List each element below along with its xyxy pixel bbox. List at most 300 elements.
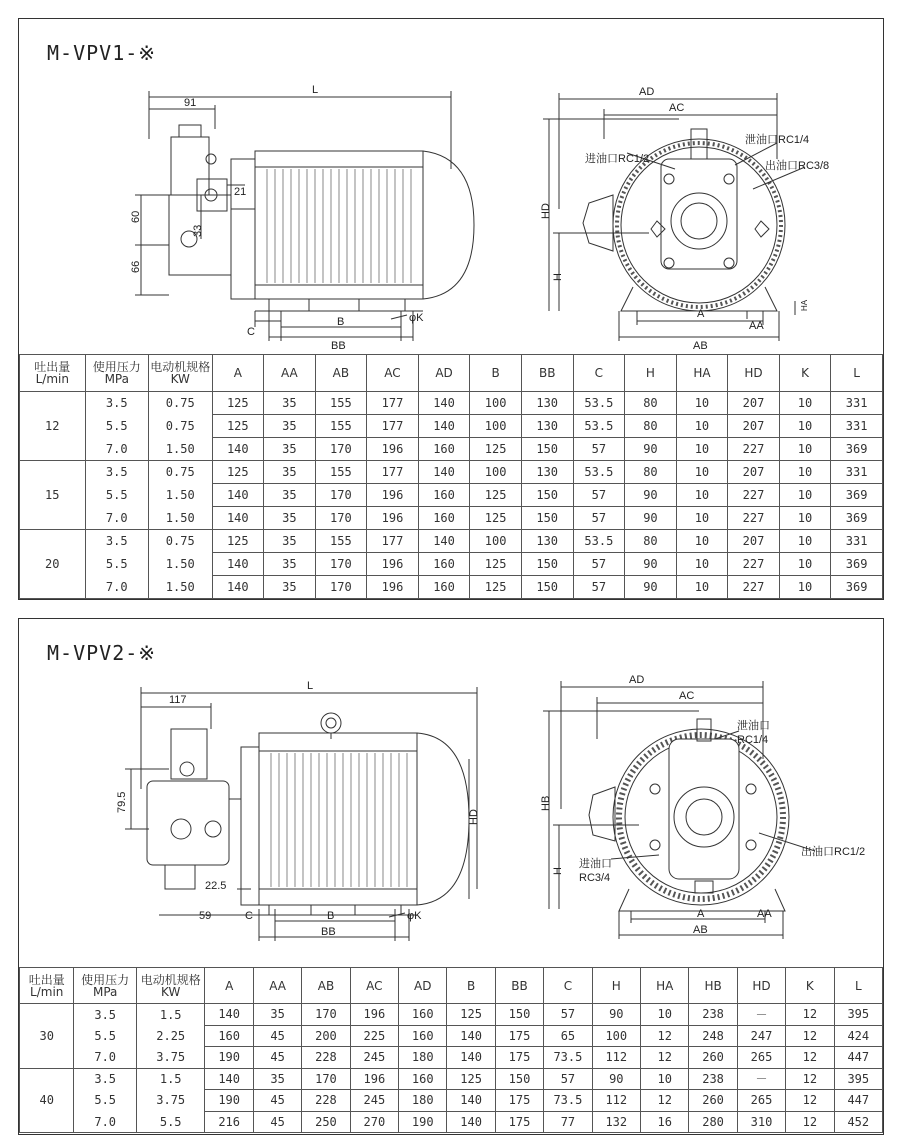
table-cell: 80 [625, 461, 676, 484]
table-cell: 260 [689, 1047, 737, 1069]
table-cell: 35 [264, 415, 316, 438]
table-cell: 125 [470, 484, 522, 507]
table-cell: 10 [779, 438, 830, 461]
table-cell: 160 [399, 1068, 447, 1090]
table-cell: 331 [831, 461, 883, 484]
table-cell: － [737, 1004, 785, 1026]
flow-rate-cell: 20 [20, 530, 86, 599]
table-cell: 3.5 [85, 392, 148, 415]
table-cell: 132 [592, 1111, 640, 1133]
table-cell: 155 [315, 392, 367, 415]
table-row [20, 392, 883, 415]
table-cell: 77 [544, 1111, 592, 1133]
table-cell: 265 [737, 1090, 785, 1112]
s2-dim-L: L [307, 680, 314, 692]
section1-header-col: A [212, 355, 264, 392]
table-cell: 112 [592, 1047, 640, 1069]
section2-side-view-drawing [19, 619, 499, 949]
table-row [20, 576, 883, 599]
table-cell: 227 [728, 438, 780, 461]
table-cell: 216 [205, 1111, 253, 1133]
s2-header-pressure [74, 968, 137, 1004]
section2-header-col: HD [737, 968, 785, 1004]
s1-header-motor [149, 355, 213, 392]
section2-header-col: A [205, 968, 253, 1004]
table-cell: 196 [367, 507, 419, 530]
table-cell: 57 [573, 553, 625, 576]
s1-header-flow-label: 吐出量 [34, 360, 71, 374]
section1-header-col: AA [264, 355, 316, 392]
table-cell: 35 [264, 507, 316, 530]
flow-rate-cell: 40 [20, 1068, 74, 1133]
table-cell: 196 [367, 553, 419, 576]
table-cell: 73.5 [544, 1090, 592, 1112]
s1-dim-91: 91 [184, 97, 197, 109]
table-cell: 90 [625, 484, 676, 507]
s1-dim-66: 66 [130, 260, 142, 273]
table-cell: 155 [315, 415, 367, 438]
table-cell: 130 [521, 415, 573, 438]
section1-header-col: AB [315, 355, 367, 392]
s1-dim-BB: BB [331, 340, 346, 352]
s1-header-pressure-unit: MPa [104, 372, 129, 386]
table-cell: 5.5 [74, 1025, 137, 1047]
section1-spec-table [19, 354, 883, 599]
table-cell: 190 [399, 1111, 447, 1133]
table-cell: 177 [367, 415, 419, 438]
table-cell: 57 [573, 507, 625, 530]
table-cell: 3.5 [74, 1004, 137, 1026]
table-cell: 150 [521, 553, 573, 576]
table-cell: 2.25 [136, 1025, 205, 1047]
section1-header-col: H [625, 355, 676, 392]
table-cell: 112 [592, 1090, 640, 1112]
section2-header-col: AC [350, 968, 398, 1004]
table-cell: 196 [367, 484, 419, 507]
table-cell: 16 [641, 1111, 689, 1133]
table-cell: 310 [737, 1111, 785, 1133]
table-cell: 35 [264, 438, 316, 461]
table-cell: 140 [212, 507, 264, 530]
table-cell: 10 [779, 392, 830, 415]
table-cell: 35 [264, 553, 316, 576]
s2-dim-59: 59 [199, 910, 212, 922]
table-row [20, 461, 883, 484]
section1-header-col: BB [521, 355, 573, 392]
table-cell: 1.50 [149, 484, 213, 507]
table-row [20, 1111, 883, 1133]
table-cell: 12 [641, 1047, 689, 1069]
table-cell: 7.0 [85, 507, 148, 530]
table-row [20, 1047, 883, 1069]
table-cell: 90 [592, 1004, 640, 1026]
s2-label-outlet: 出油口RC1/2 [801, 846, 866, 858]
s2-dim-A: A [697, 908, 705, 920]
s2-label-drain: 泄油口 [737, 720, 770, 732]
table-cell: 125 [470, 507, 522, 530]
s2-header-motor-label: 电动机规格 [140, 972, 201, 987]
section2-header-col: AA [253, 968, 301, 1004]
s1-dim-60: 60 [130, 210, 142, 223]
section2-header-col: AD [399, 968, 447, 1004]
table-cell: 140 [418, 461, 470, 484]
table-cell: 12 [786, 1047, 834, 1069]
table-cell: 10 [676, 392, 728, 415]
table-cell: 369 [831, 484, 883, 507]
table-cell: 10 [676, 461, 728, 484]
section2-panel [18, 618, 884, 1135]
table-cell: 369 [831, 576, 883, 599]
table-cell: 3.5 [85, 461, 148, 484]
s1-label-drain: 泄油口RC1/4 [745, 134, 810, 146]
section1-header-col: K [779, 355, 830, 392]
table-cell: 331 [831, 392, 883, 415]
section2-header-col: HA [641, 968, 689, 1004]
s2-header-pressure-unit: MPa [92, 984, 118, 999]
table-cell: 177 [367, 461, 419, 484]
table-cell: 160 [418, 553, 470, 576]
table-cell: 140 [418, 530, 470, 553]
table-cell: 160 [418, 576, 470, 599]
table-cell: 57 [573, 484, 625, 507]
section1-side-view-drawing [19, 19, 479, 359]
table-cell: 10 [676, 576, 728, 599]
table-cell: 3.75 [136, 1090, 205, 1112]
s1-header-pressure [85, 355, 148, 392]
table-row [20, 507, 883, 530]
table-cell: 238 [689, 1004, 737, 1026]
table-cell: 140 [212, 484, 264, 507]
table-cell: 0.75 [149, 415, 213, 438]
section2-header-col: AB [302, 968, 350, 1004]
table-cell: 1.5 [136, 1068, 205, 1090]
table-cell: 0.75 [149, 461, 213, 484]
table-cell: 175 [495, 1047, 543, 1069]
section1-header-row [20, 355, 883, 392]
s1-dim-21: 21 [234, 186, 247, 198]
table-cell: 140 [447, 1047, 495, 1069]
s2-dim-phiK: φK [407, 910, 422, 922]
table-cell: 155 [315, 461, 367, 484]
table-cell: 12 [786, 1004, 834, 1026]
table-cell: 125 [447, 1004, 495, 1026]
s1-label-inlet: 进油口RC1/2 [585, 153, 650, 165]
table-cell: 270 [350, 1111, 398, 1133]
table-cell: 140 [447, 1111, 495, 1133]
table-cell: 35 [264, 576, 316, 599]
section2-header-col: H [592, 968, 640, 1004]
flow-rate-cell: 12 [20, 392, 86, 461]
table-cell: 100 [592, 1025, 640, 1047]
table-cell: 150 [521, 507, 573, 530]
s2-dim-22-5: 22.5 [205, 880, 227, 892]
table-cell: 7.0 [85, 438, 148, 461]
table-cell: 53.5 [573, 461, 625, 484]
table-cell: 200 [302, 1025, 350, 1047]
table-cell: 5.5 [85, 484, 148, 507]
table-cell: 196 [350, 1004, 398, 1026]
table-cell: 245 [350, 1047, 398, 1069]
table-cell: 170 [302, 1068, 350, 1090]
table-cell: 53.5 [573, 392, 625, 415]
table-cell: 247 [737, 1025, 785, 1047]
table-cell: 73.5 [544, 1047, 592, 1069]
table-cell: 331 [831, 415, 883, 438]
s1-dim-phiK: φK [409, 312, 424, 324]
table-cell: 140 [418, 392, 470, 415]
table-row [20, 484, 883, 507]
section2-front-view-drawing [519, 619, 883, 949]
s1-label-outlet: 出油口RC3/8 [765, 160, 830, 172]
table-cell: 35 [253, 1004, 301, 1026]
table-cell: 10 [779, 415, 830, 438]
table-cell: 227 [728, 576, 780, 599]
table-cell: 1.5 [136, 1004, 205, 1026]
section2-header-col: HB [689, 968, 737, 1004]
section1-header-col: C [573, 355, 625, 392]
table-cell: 160 [399, 1025, 447, 1047]
table-cell: 57 [544, 1068, 592, 1090]
table-cell: 5.5 [136, 1111, 205, 1133]
table-cell: 5.5 [74, 1090, 137, 1112]
s2-label-inlet: 进油口 [579, 858, 612, 870]
s2-dim-BB: BB [321, 926, 336, 938]
table-cell: 45 [253, 1025, 301, 1047]
table-cell: 175 [495, 1025, 543, 1047]
s1-dim-H: H [552, 273, 564, 281]
section1-header-col: HD [728, 355, 780, 392]
table-row [20, 1090, 883, 1112]
table-cell: 150 [495, 1068, 543, 1090]
table-cell: 395 [834, 1004, 882, 1026]
section1-front-view-drawing [509, 19, 883, 359]
table-cell: 7.0 [85, 576, 148, 599]
table-row [20, 1004, 883, 1026]
s1-dim-AD: AD [639, 86, 655, 98]
flow-rate-cell: 15 [20, 461, 86, 530]
table-cell: 53.5 [573, 415, 625, 438]
table-cell: 35 [264, 530, 316, 553]
section2-header-col: K [786, 968, 834, 1004]
table-cell: 10 [779, 553, 830, 576]
table-cell: 447 [834, 1090, 882, 1112]
table-cell: 10 [641, 1068, 689, 1090]
table-cell: 175 [495, 1090, 543, 1112]
table-cell: 35 [264, 392, 316, 415]
section2-header-col: L [834, 968, 882, 1004]
table-cell: 228 [302, 1090, 350, 1112]
section1-table-body [20, 392, 883, 599]
table-cell: 45 [253, 1047, 301, 1069]
table-cell: 125 [212, 530, 264, 553]
table-cell: 207 [728, 461, 780, 484]
section1-header-col: AC [367, 355, 419, 392]
table-cell: 12 [641, 1090, 689, 1112]
s1-header-motor-unit: KW [170, 372, 190, 386]
table-cell: 140 [212, 438, 264, 461]
table-cell: 3.5 [74, 1068, 137, 1090]
s1-dim-A: A [697, 308, 705, 320]
table-cell: 170 [302, 1004, 350, 1026]
table-cell: 45 [253, 1111, 301, 1133]
s2-dim-79-5: 79.5 [116, 791, 128, 813]
table-row [20, 1025, 883, 1047]
section1-title: M-VPV1-※ [47, 41, 157, 65]
table-cell: 331 [831, 530, 883, 553]
section2-header-row [20, 968, 883, 1004]
s2-header-motor [136, 968, 205, 1004]
table-cell: 452 [834, 1111, 882, 1133]
table-cell: 10 [676, 415, 728, 438]
table-cell: 140 [212, 576, 264, 599]
s2-label-drain-size: RC1/4 [737, 734, 769, 746]
table-cell: 160 [418, 484, 470, 507]
s2-header-flow-label: 吐出量 [28, 972, 65, 987]
table-cell: 10 [779, 461, 830, 484]
s1-dim-L: L [312, 84, 319, 96]
table-cell: 140 [447, 1090, 495, 1112]
s2-label-inlet-size: RC3/4 [579, 872, 611, 884]
s2-header-flow-unit: L/min [30, 984, 64, 999]
table-cell: 1.50 [149, 507, 213, 530]
table-cell: 35 [264, 484, 316, 507]
s2-dim-HD: HD [468, 809, 480, 825]
table-cell: 57 [544, 1004, 592, 1026]
table-cell: 150 [521, 484, 573, 507]
s1-header-flow-unit: L/min [35, 372, 69, 386]
table-cell: 196 [367, 576, 419, 599]
table-cell: 207 [728, 392, 780, 415]
table-cell: 369 [831, 507, 883, 530]
table-cell: 248 [689, 1025, 737, 1047]
section1-header-col: L [831, 355, 883, 392]
table-cell: 1.50 [149, 553, 213, 576]
table-cell: 447 [834, 1047, 882, 1069]
table-cell: 170 [315, 576, 367, 599]
table-cell: 160 [399, 1004, 447, 1026]
table-cell: 155 [315, 530, 367, 553]
table-cell: 80 [625, 415, 676, 438]
table-cell: 130 [521, 392, 573, 415]
table-cell: 196 [367, 438, 419, 461]
table-cell: 150 [521, 438, 573, 461]
table-cell: 130 [521, 530, 573, 553]
table-cell: 100 [470, 392, 522, 415]
table-cell: 250 [302, 1111, 350, 1133]
table-cell: 10 [779, 530, 830, 553]
table-cell: 125 [470, 576, 522, 599]
flow-rate-cell: 30 [20, 1004, 74, 1069]
table-cell: 424 [834, 1025, 882, 1047]
table-cell: 100 [470, 530, 522, 553]
table-cell: 207 [728, 530, 780, 553]
table-cell: 7.0 [74, 1047, 137, 1069]
table-cell: 0.75 [149, 530, 213, 553]
table-cell: 65 [544, 1025, 592, 1047]
s1-header-flow [20, 355, 86, 392]
section2-header-col: C [544, 968, 592, 1004]
table-cell: 10 [641, 1004, 689, 1026]
table-cell: 80 [625, 530, 676, 553]
s2-dim-AB: AB [693, 924, 708, 936]
s2-dim-B: B [327, 910, 335, 922]
table-cell: 265 [737, 1047, 785, 1069]
table-row [20, 553, 883, 576]
table-cell: 170 [315, 484, 367, 507]
table-cell: 190 [205, 1047, 253, 1069]
section2-header-col: B [447, 968, 495, 1004]
table-cell: 196 [350, 1068, 398, 1090]
table-cell: 177 [367, 530, 419, 553]
table-cell: 10 [676, 553, 728, 576]
section1-panel [18, 18, 884, 600]
table-cell: 190 [205, 1090, 253, 1112]
table-cell: 7.0 [74, 1111, 137, 1133]
s2-header-flow [20, 968, 74, 1004]
table-cell: 180 [399, 1047, 447, 1069]
table-cell: 227 [728, 484, 780, 507]
s2-dim-C: C [245, 910, 253, 922]
section1-header-col: B [470, 355, 522, 392]
table-cell: 10 [779, 507, 830, 530]
s1-dim-B: B [337, 316, 345, 328]
table-cell: 225 [350, 1025, 398, 1047]
s2-dim-HB: HB [540, 795, 552, 811]
s2-dim-AC: AC [679, 690, 695, 702]
table-cell: 100 [470, 461, 522, 484]
s1-dim-AA: AA [749, 320, 764, 332]
table-cell: 53.5 [573, 530, 625, 553]
table-cell: 140 [212, 553, 264, 576]
table-cell: 175 [495, 1111, 543, 1133]
s1-dim-AC: AC [669, 102, 685, 114]
table-cell: 100 [470, 415, 522, 438]
table-cell: 57 [573, 576, 625, 599]
table-cell: 280 [689, 1111, 737, 1133]
s2-dim-AD: AD [629, 674, 645, 686]
table-cell: 125 [212, 461, 264, 484]
table-cell: 12 [641, 1025, 689, 1047]
s1-dim-33: 33 [192, 224, 204, 237]
table-cell: 125 [470, 438, 522, 461]
s1-header-motor-label: 电动机规格 [150, 360, 211, 374]
s2-header-motor-unit: KW [161, 984, 181, 999]
table-cell: 160 [205, 1025, 253, 1047]
table-cell: 369 [831, 438, 883, 461]
table-cell: 245 [350, 1090, 398, 1112]
table-row [20, 530, 883, 553]
s1-header-pressure-label: 使用压力 [92, 360, 141, 374]
section2-title: M-VPV2-※ [47, 641, 157, 665]
table-cell: 10 [676, 507, 728, 530]
section2-spec-table [19, 967, 883, 1133]
table-cell: 260 [689, 1090, 737, 1112]
table-cell: 10 [676, 484, 728, 507]
table-cell: 10 [676, 530, 728, 553]
table-cell: 10 [779, 576, 830, 599]
table-cell: 228 [302, 1047, 350, 1069]
s2-dim-117: 117 [169, 694, 187, 706]
table-cell: 238 [689, 1068, 737, 1090]
s2-dim-H: H [552, 867, 564, 875]
table-cell: 90 [625, 507, 676, 530]
table-cell: 140 [447, 1025, 495, 1047]
section1-header-col: AD [418, 355, 470, 392]
table-cell: 12 [786, 1025, 834, 1047]
table-cell: 140 [205, 1004, 253, 1026]
s2-dim-AA: AA [757, 908, 772, 920]
table-cell: － [737, 1068, 785, 1090]
